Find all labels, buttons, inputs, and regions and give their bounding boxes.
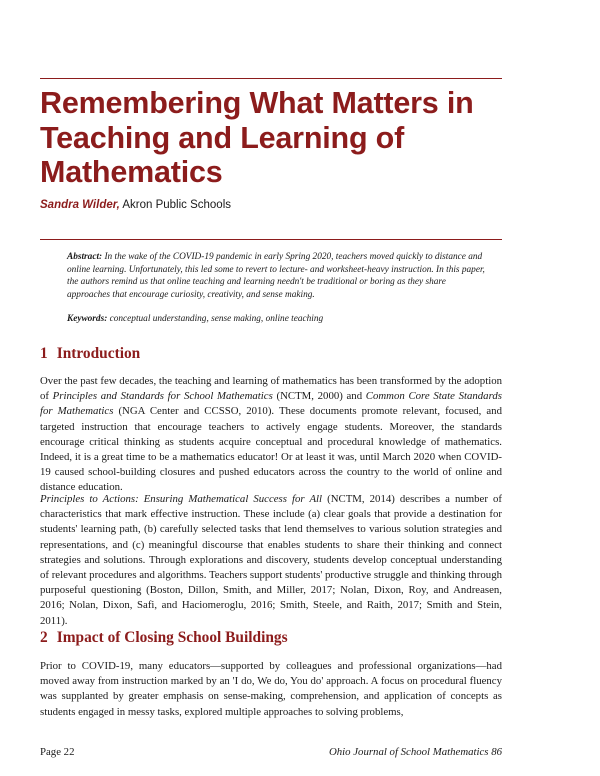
page-footer	[40, 746, 502, 760]
top-rule	[40, 78, 502, 79]
keywords-label: Keywords:	[67, 314, 108, 324]
citation-title: Principles to Actions: Ensuring Mathematical Success for All	[40, 493, 323, 505]
author-line	[40, 199, 231, 211]
section-heading-impact	[40, 629, 288, 647]
section-number: 1	[40, 345, 48, 362]
paragraph-text: (NCTM, 2014) describes a number of characteristics that mark effective instruction. These include (a) clear goals that provide a destination for students' learning path, (b) carefully selected tasks that lend themselves to various solution strategies and representations, and (c) meaningful discourse that enables students to share their thinking and connect strategies and solutions. Through explorations and discovery, students develop conceptual understanding of relevant procedures and algorithms. Teachers support students' productive struggle and thinking through purposeful questioning (Boston, Dillon, Smith, and Miller, 2017; Nolan, Dixon, Roy, and Andreasen, 2016; Nolan, Dixon, Safi, and Haciomeroglu, 2016; Smith, Steele, and Raith, 2017; Smith and Stein, 2011).	[40, 493, 502, 627]
paragraph-text: Prior to COVID-19, many educators—supported by colleagues and professional organizations—had moved away from instruction marked by an 'I do, We do, You do' approach. A focus on procedural fluency was supplanted by greater emphasis on sense-making, comprehension, and application of concepts as students engaged in messy tasks, explored multiple approaches to solving problems,	[40, 660, 502, 718]
paragraph-text: Over the past few decades, the teaching and learning of mathematics has been transformed by the adoption of	[40, 375, 502, 403]
paragraph	[40, 492, 502, 629]
section-title: Introduction	[56, 345, 141, 362]
author-affiliation: Akron Public Schools	[122, 199, 232, 211]
paragraph	[40, 374, 502, 496]
paragraph	[40, 659, 502, 720]
keywords	[67, 313, 497, 326]
paragraph-text: (NCTM, 2000) and	[272, 390, 366, 403]
paper-title: Remembering What Matters in Teaching and Learning of Mathematics	[40, 86, 474, 189]
section-heading-introduction	[40, 345, 140, 363]
journal-name: Ohio Journal of School Mathematics 86	[328, 746, 502, 758]
paragraph-text: (NGA Center and CCSSO, 2010). These documents promote relevant, focused, and targeted instruction that encourage teachers to actively engage students. Moreover, the standards encourage critical thinking as students acquire conceptual and procedural knowledge of mathematics. Indeed, it is a great time to be a mathematics educator! Or at least it was, until March 2020 when COVID-19 caused school-building closures and pushed educators across the country to the world of online and distance education.	[40, 405, 502, 494]
section-number: 2	[40, 629, 48, 646]
author-name: Sandra Wilder,	[40, 199, 120, 211]
keywords-text: conceptual understanding, sense making, online teaching	[109, 314, 324, 324]
header-rule	[40, 239, 502, 240]
page-number: Page 22	[40, 746, 75, 758]
abstract-label: Abstract:	[67, 252, 103, 262]
citation-title: Common Core State Standards for Mathematics	[40, 390, 502, 418]
abstract	[67, 251, 487, 302]
citation-title: Principles and Standards for School Mathematics	[52, 390, 273, 403]
section-title: Impact of Closing School Buildings	[56, 629, 288, 646]
abstract-text: In the wake of the COVID-19 pandemic in early Spring 2020, teachers moved quickly to distance and online learning. Unfortunately, this led some to revert to lecture- and worksheet-heavy instruction. In this paper, the authors remind us that online teaching and learning needn't be traditional or boring as they share approaches that encourage curiosity, creativity, and sense making.	[67, 252, 485, 301]
